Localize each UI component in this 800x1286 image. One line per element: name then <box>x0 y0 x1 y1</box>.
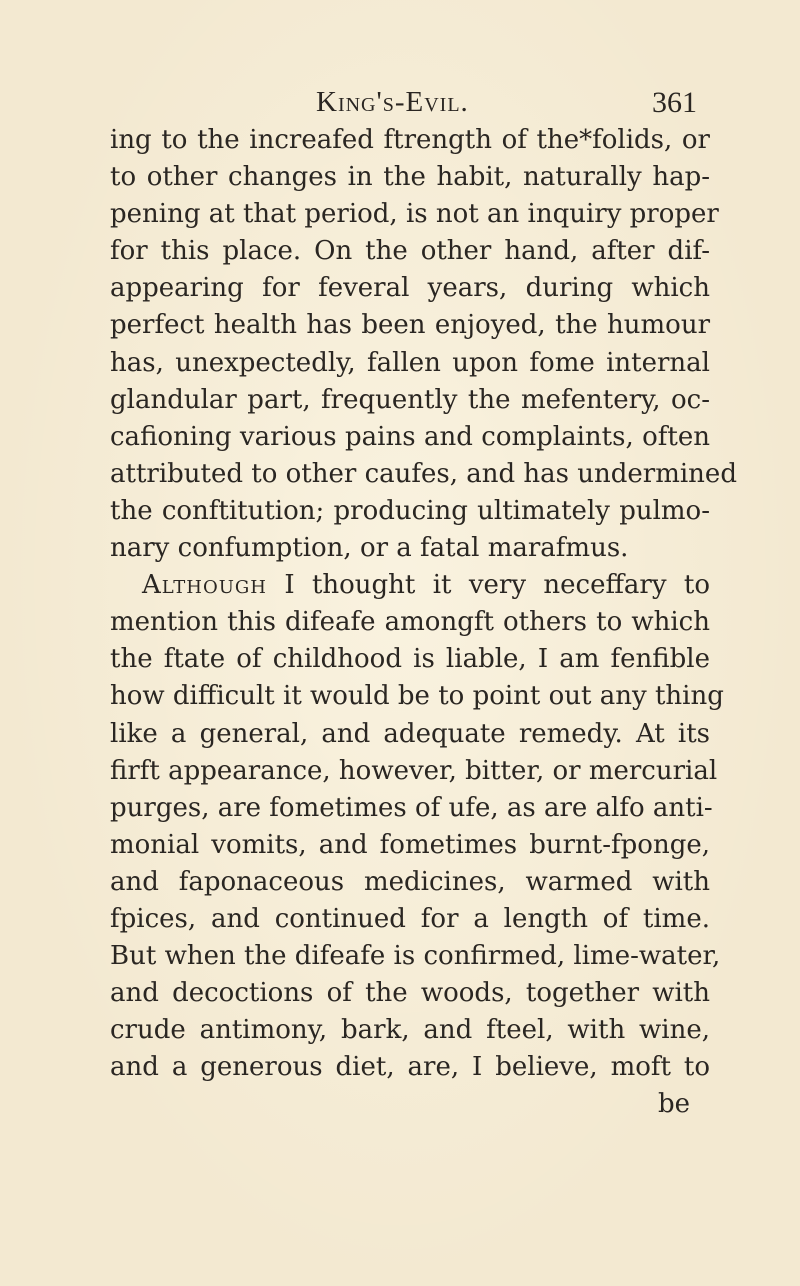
text-line: the ftate of childhood is liable, I am fenfible <box>110 644 710 675</box>
text-line: monial vomits, and fometimes burnt-fponge, <box>110 829 710 860</box>
text-line: the conftitution; producing ultimately pulmo- <box>110 495 710 526</box>
text-line: cafioning various pains and complaints, often <box>110 421 710 452</box>
paragraph-start-word: Although <box>142 570 267 601</box>
text-line: nary confumption, or a fatal marafmus. <box>110 533 629 564</box>
text-line: mention this difeafe amongft others to which <box>110 607 710 638</box>
text-line: and decoctions of the woods, together with <box>110 978 710 1009</box>
text-line: to other changes in the habit, naturally hap- <box>110 162 710 193</box>
text-line: for this place. On the other hand, after dif- <box>110 236 710 267</box>
text-line: ing to the increafed ftrength of the*folids, or <box>110 125 710 155</box>
text-line: how difficult it would be to point out any thing <box>110 681 724 712</box>
paragraph-start-line <box>110 567 710 604</box>
text-line: like a general, and adequate remedy. At its <box>110 718 710 749</box>
text-line: glandular part, frequently the mefentery, oc- <box>110 384 710 415</box>
running-head <box>0 82 800 122</box>
text-line: and faponaceous medicines, warmed with <box>110 866 710 897</box>
page-number: 361 <box>652 86 697 119</box>
text-line: pening at that period, is not an inquiry proper <box>110 199 719 230</box>
text-line: purges, are fometimes of ufe, as are alfo anti- <box>110 792 713 823</box>
text-line: firft appearance, however, bitter, or mercurial <box>110 755 718 786</box>
text-line: fpices, and continued for a length of time. <box>110 903 710 934</box>
running-title: King's-Evil. <box>316 86 469 118</box>
text-line: attributed to other caufes, and has undermined <box>110 458 737 489</box>
text-line: appearing for feveral years, during which <box>110 273 710 304</box>
text-line: and a generous diet, are, I believe, moft to <box>110 1052 710 1083</box>
paragraph-start-rest: I thought it very neceffary to <box>266 570 710 601</box>
text-line: perfect health has been enjoyed, the humour <box>110 310 710 341</box>
catchword: be <box>657 1089 690 1120</box>
body-text <box>110 122 737 1124</box>
text-line: has, unexpectedly, fallen upon fome internal <box>110 347 710 378</box>
text-line: But when the difeafe is confirmed, lime-water, <box>110 941 721 972</box>
text-line: crude antimony, bark, and fteel, with wine, <box>110 1015 710 1046</box>
